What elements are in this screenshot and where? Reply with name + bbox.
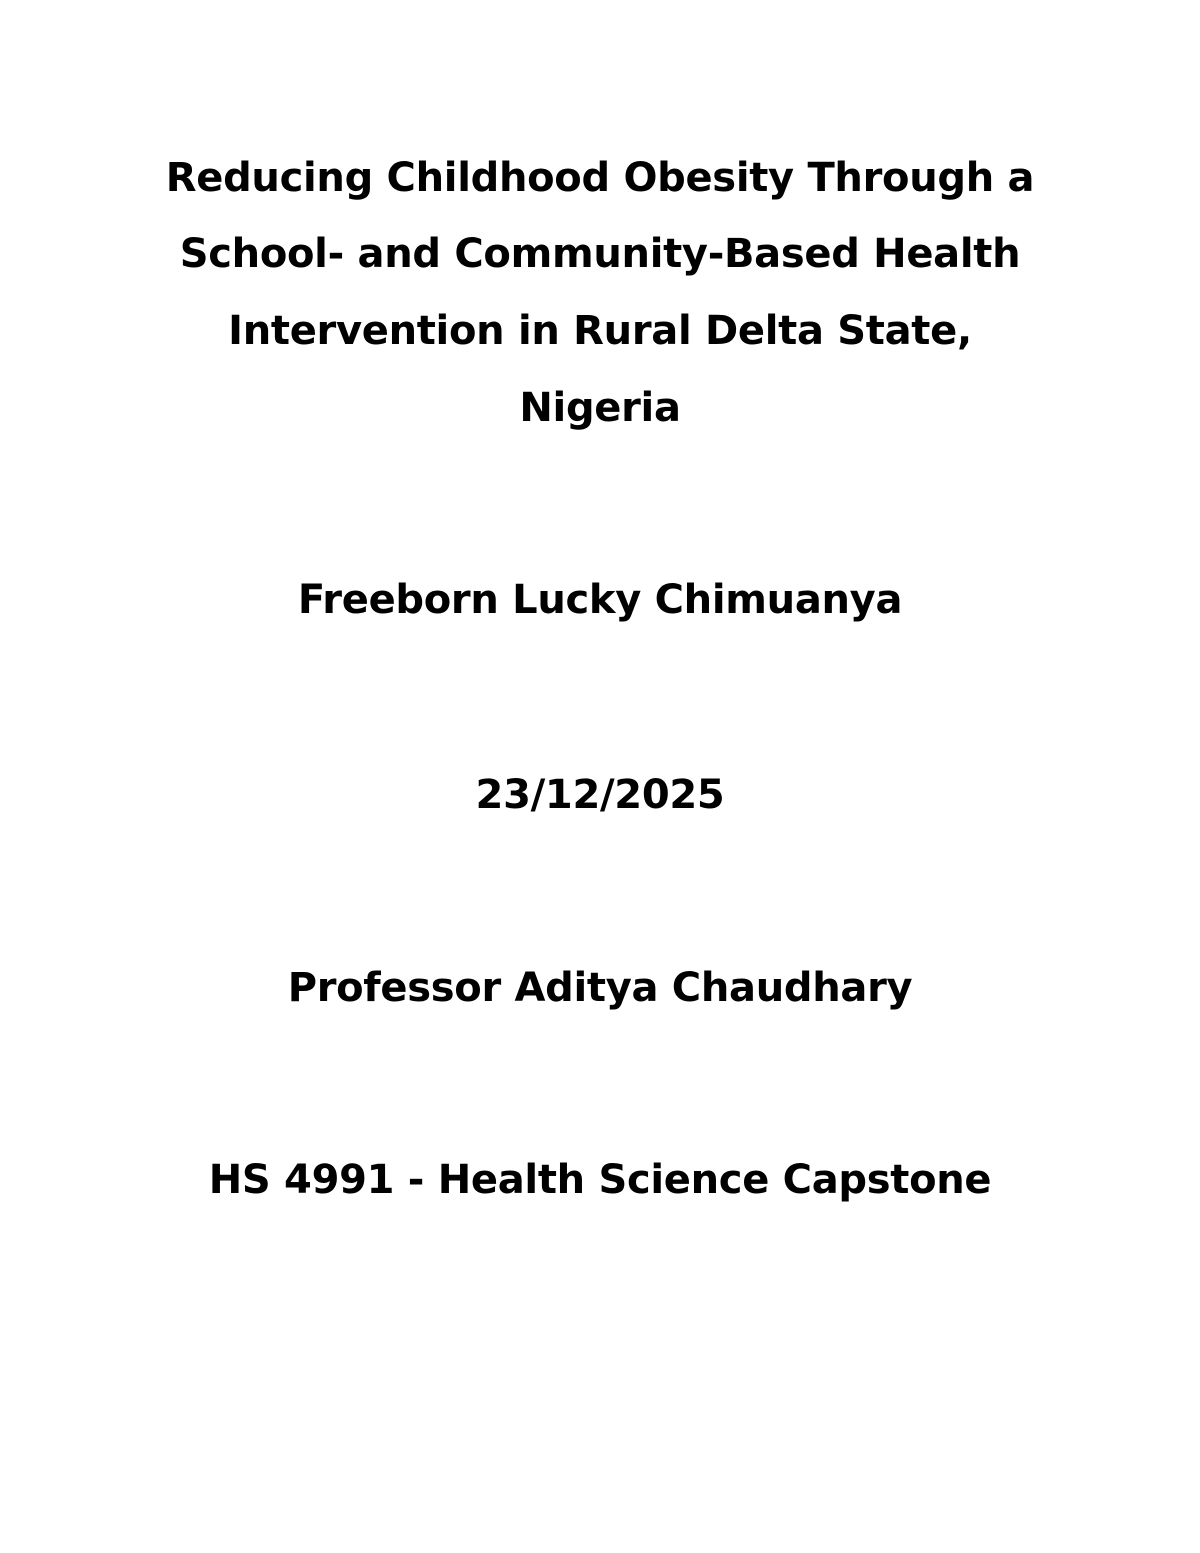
title-line-3: Intervention in Rural Delta State, <box>228 308 972 354</box>
course-name: HS 4991 - Health Science Capstone <box>208 1157 992 1203</box>
author-name: Freeborn Lucky Chimuanya <box>297 577 903 623</box>
title-line-1: Reducing Childhood Obesity Through a <box>165 155 1035 201</box>
submission-date: 23/12/2025 <box>475 772 725 818</box>
title-line-4: Nigeria <box>519 385 681 431</box>
title-line-2: School- and Community-Based Health <box>179 231 1021 277</box>
instructor-name: Professor Aditya Chaudhary <box>287 965 913 1011</box>
